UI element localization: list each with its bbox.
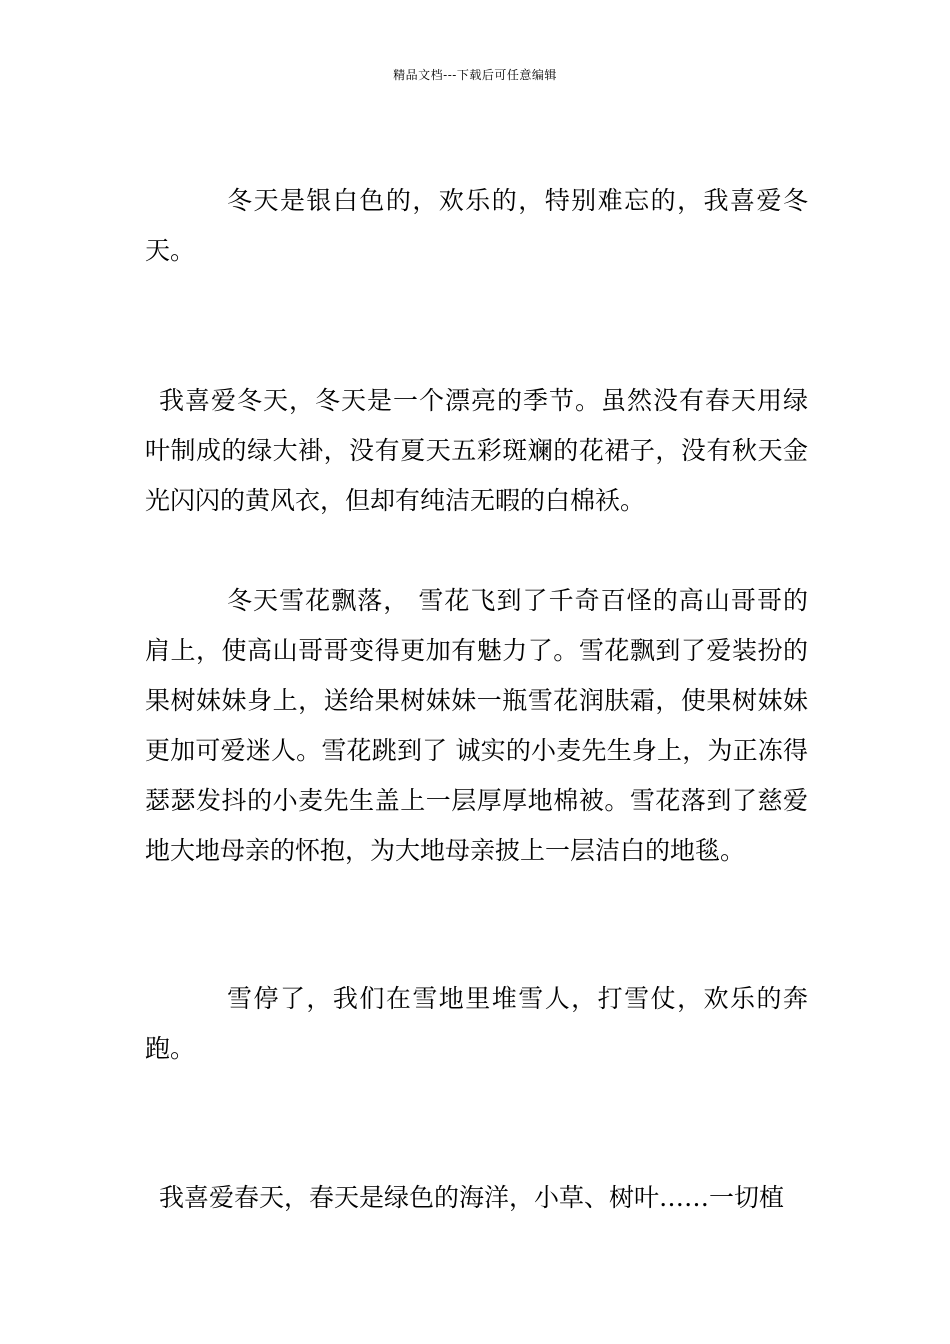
paragraph-2: 我喜爱冬天，冬天是一个漂亮的季节。虽然没有春天用绿叶制成的绿大褂，没有夏天五彩斑斓的花裙子，没有秋天金光闪闪的黄风衣，但却有纯洁无暇的白棉袄。 xyxy=(145,386,808,515)
paragraph-3: 冬天雪花飘落， 雪花飞到了千奇百怪的高山哥哥的肩上，使高山哥哥变得更加有魅力了。雪花飘到了爱装扮的果树妹妹身上，送给果树妹妹一瓶雪花润肤霜，使果树妹妹更加可爱迷人。雪花跳到了 诚实的小麦先生身上，为正冻得瑟瑟发抖的小麦先生盖上一层厚厚地棉被。雪花落到了慈爱地大地母亲的怀抱，为大地母亲披上一层洁白的地毯。 xyxy=(145,586,808,865)
paragraph-4: 雪停了，我们在雪地里堆雪人，打雪仗，欢乐的奔跑。 xyxy=(145,984,808,1063)
paragraph-5: 我喜爱春天，春天是绿色的海洋，小草、树叶……一切植 xyxy=(159,1183,785,1212)
paragraph-1: 冬天是银白色的，欢乐的，特别难忘的，我喜爱冬天。 xyxy=(145,186,808,265)
page-header: 精品文档---下载后可任意编辑 xyxy=(393,68,557,82)
